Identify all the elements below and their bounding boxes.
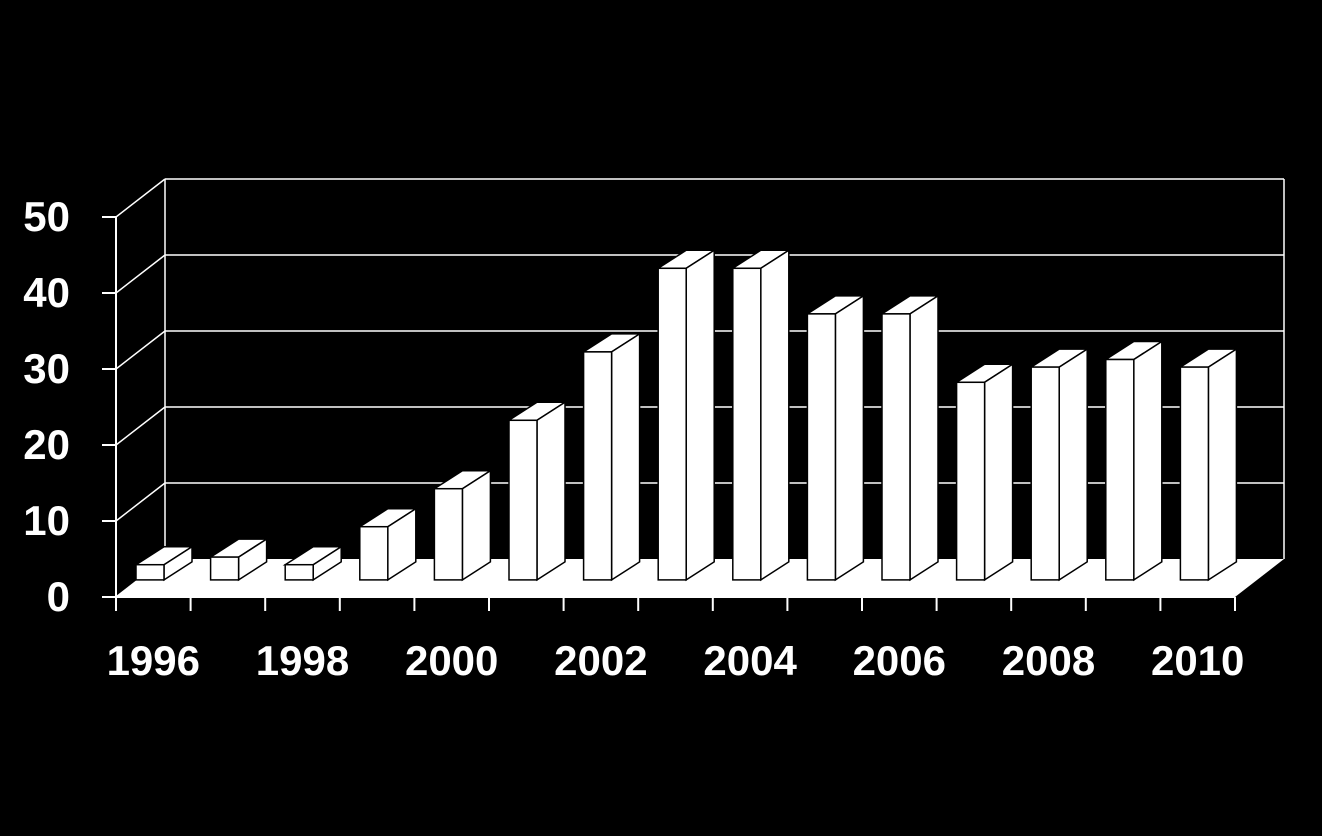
y-tick-label: 40: [23, 269, 70, 316]
bar-side: [686, 250, 714, 580]
x-tick-label: 2010: [1150, 637, 1245, 684]
bar-front: [733, 268, 761, 580]
bar-side: [462, 471, 490, 580]
bar-front: [285, 565, 313, 580]
side-wall-line: [116, 407, 165, 445]
bar-front: [1031, 367, 1059, 580]
bar-front: [211, 557, 239, 580]
bars: [116, 250, 1284, 597]
bar: [1031, 349, 1087, 580]
bar: [807, 296, 863, 580]
y-tick-label: 20: [23, 421, 70, 468]
y-axis: [23, 193, 116, 620]
bar-side: [761, 250, 789, 580]
side-wall-line: [116, 483, 165, 521]
bar-side: [1059, 349, 1087, 580]
bar-front: [882, 314, 910, 580]
bar-front: [360, 527, 388, 580]
bar: [1106, 342, 1162, 580]
y-tick-label: 0: [46, 573, 70, 620]
bar-front: [658, 268, 686, 580]
bar: [434, 471, 490, 580]
x-tick-label: 2000: [404, 637, 499, 684]
bar-side: [612, 334, 640, 580]
bar: [658, 250, 714, 580]
x-axis: [107, 597, 1245, 684]
x-tick-label: 1996: [106, 637, 201, 684]
side-wall-line: [116, 331, 165, 369]
side-wall-line: [116, 179, 165, 217]
bar-front: [509, 420, 537, 580]
bar-front: [434, 489, 462, 580]
bar-front: [957, 382, 985, 580]
x-tick-label: 2004: [703, 637, 797, 684]
bar: [584, 334, 640, 580]
y-tick-label: 50: [23, 193, 70, 240]
x-tick-label: 2008: [1001, 637, 1096, 684]
bar-front: [807, 314, 835, 580]
bar-side: [537, 402, 565, 580]
bar-side: [985, 364, 1013, 580]
bar-side: [835, 296, 863, 580]
bar-side: [910, 296, 938, 580]
y-tick-label: 10: [23, 497, 70, 544]
bar: [509, 402, 565, 580]
bar-front: [1180, 367, 1208, 580]
side-wall-line: [116, 255, 165, 293]
bar-front: [1106, 360, 1134, 580]
bar: [733, 250, 789, 580]
x-tick-label: 2006: [852, 637, 947, 684]
bar: [957, 364, 1013, 580]
bar-side: [1208, 349, 1236, 580]
x-tick-label: 1998: [255, 637, 350, 684]
bar-front: [136, 565, 164, 580]
y-tick-label: 30: [23, 345, 70, 392]
bar-front: [584, 352, 612, 580]
bar: [1180, 349, 1236, 580]
x-tick-label: 2002: [554, 637, 648, 684]
bar-side: [1134, 342, 1162, 580]
bar: [882, 296, 938, 580]
